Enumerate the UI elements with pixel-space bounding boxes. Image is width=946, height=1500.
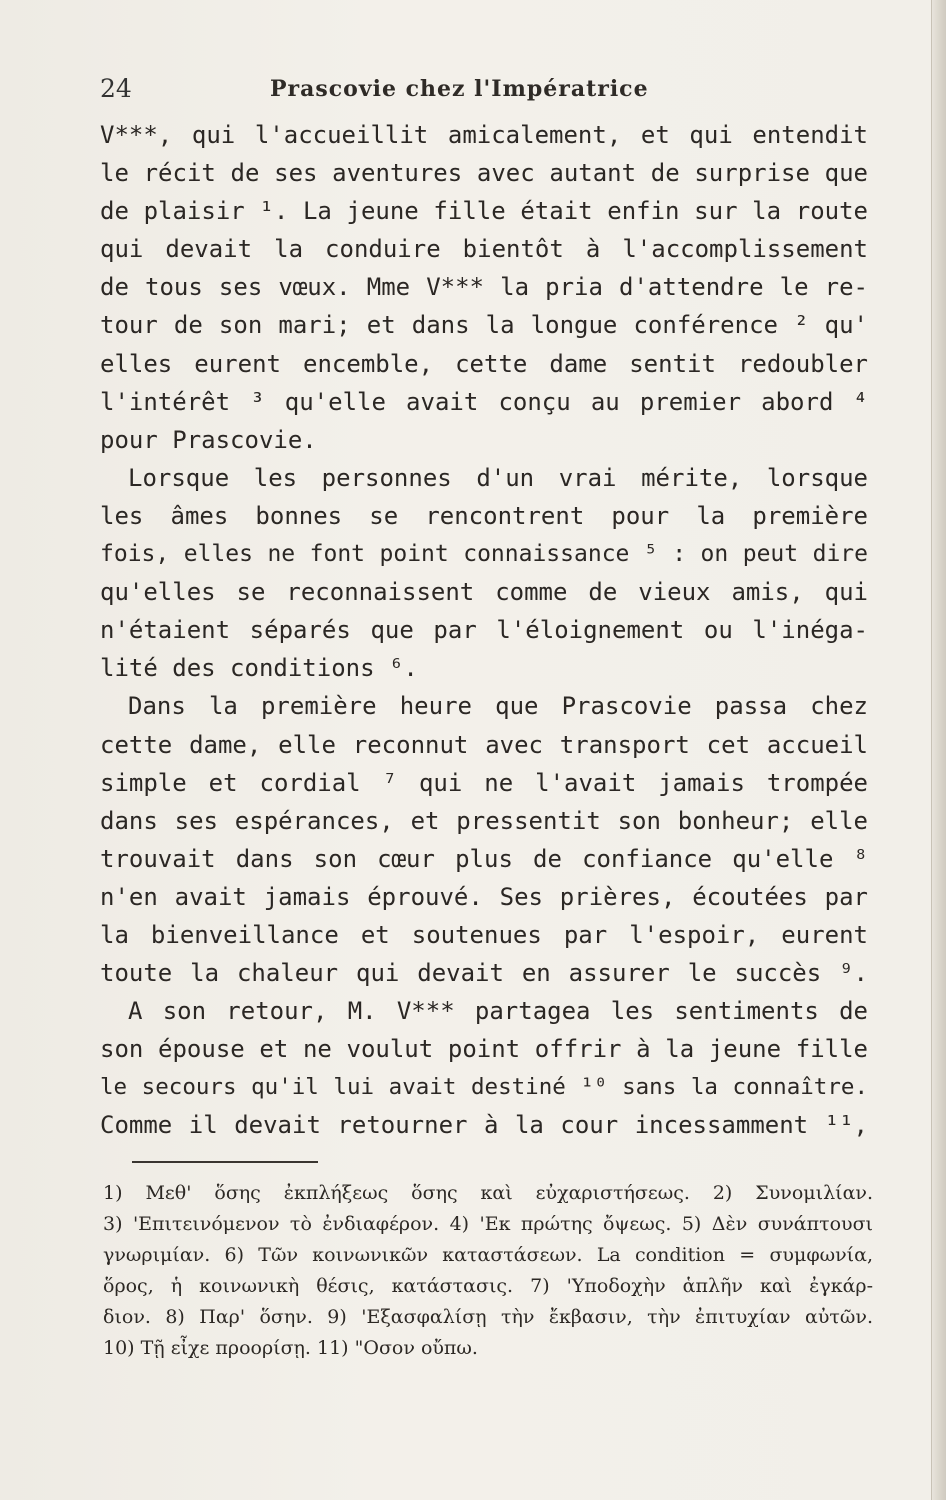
page-edge [931, 0, 946, 1500]
text-line: Dans la première heure que Prascovie passa chez [128, 692, 868, 721]
footnote-line: ὅρος, ἡ κοινωνικὴ θέσις, κατάστασις. 7) 'Υποδοχὴν ἁπλῆν καὶ ἐγκάρ- [103, 1275, 873, 1297]
text-line: le secours qu'il lui avait destiné ¹⁰ sans la connaître. [100, 1074, 868, 1101]
page-header [100, 74, 870, 114]
text-line: pour Prascovie. [100, 425, 317, 454]
text-line: n'en avait jamais éprouvé. Ses prières, écoutées par [100, 882, 868, 911]
text-line: elles eurent encemble, cette dame sentit redoubler [100, 349, 868, 378]
text-line: simple et cordial ⁷ qui ne l'avait jamais trompée [100, 768, 868, 797]
footnote-line: διον. 8) Παρ' ὅσην. 9) 'Εξασφαλίσῃ τὴν ἔκβασιν, τὴν ἐπιτυχίαν αὐτῶν. [103, 1306, 873, 1328]
footnote-line: γνωριμίαν. 6) Τῶν κοινωνικῶν καταστάσεων. La condition = συμφωνία, [103, 1244, 873, 1266]
footnotes [103, 1178, 873, 1364]
text-line: dans ses espérances, et pressentit son bonheur; elle [100, 806, 868, 835]
text-line: son épouse et ne voulut point offrir à la jeune fille [100, 1035, 868, 1064]
text-line: Lorsque les personnes d'un vrai mérite, lorsque [128, 463, 868, 492]
text-line: qu'elles se reconnaissent comme de vieux amis, qui [100, 578, 868, 607]
text-line: qui devait la conduire bientôt à l'accomplissement [100, 235, 868, 264]
text-line: trouvait dans son cœur plus de confiance qu'elle ⁸ [100, 844, 868, 873]
page-number: 24 [100, 74, 132, 103]
body-text [100, 116, 868, 1145]
text-line: tour de son mari; et dans la longue conférence ² qu' [100, 311, 868, 340]
footnote-rule [132, 1161, 318, 1163]
text-line: de plaisir ¹. La jeune fille était enfin sur la route [100, 197, 868, 226]
text-line: les âmes bonnes se rencontrent pour la première [100, 501, 868, 530]
footnote-line: 3) 'Επιτεινόμενον τὸ ἐνδιαφέρον. 4) 'Εκ πρώτης ὄψεως. 5) Δὲν συνάπτουσι [103, 1213, 873, 1235]
text-line: la bienveillance et soutenues par l'espoir, eurent [100, 920, 868, 949]
text-line: fois, elles ne font point connaissance ⁵ : on peut dire [100, 541, 868, 568]
text-line: de tous ses vœux. Mme V*** la pria d'attendre le re- [100, 273, 868, 302]
footnote-line: 1) Μεθ' ὅσης ἐκπλήξεως ὅσης καὶ εὐχαριστήσεως. 2) Συνομιλίαν. [103, 1182, 873, 1204]
text-line: l'intérêt ³ qu'elle avait conçu au premier abord ⁴ [100, 387, 868, 416]
text-line: cette dame, elle reconnut avec transport cet accueil [100, 730, 868, 759]
footnote-line: 10) Τῇ εἶχε προορίσῃ. 11) "Οσον οὔπω. [103, 1337, 478, 1359]
text-line: V***, qui l'accueillit amicalement, et qui entendit [100, 121, 868, 149]
text-line: toute la chaleur qui devait en assurer le succès ⁹. [100, 959, 868, 988]
text-line: n'étaient séparés que par l'éloignement ou l'inéga- [100, 616, 868, 645]
text-line: A son retour, M. V*** partagea les sentiments de [128, 997, 868, 1026]
running-title: Prascovie chez l'Impératrice [270, 76, 649, 102]
text-line: lité des conditions ⁶. [100, 654, 418, 683]
text-line: le récit de ses aventures avec autant de surprise que [100, 159, 868, 188]
text-line: Comme il devait retourner à la cour incessamment ¹¹, [100, 1111, 868, 1140]
